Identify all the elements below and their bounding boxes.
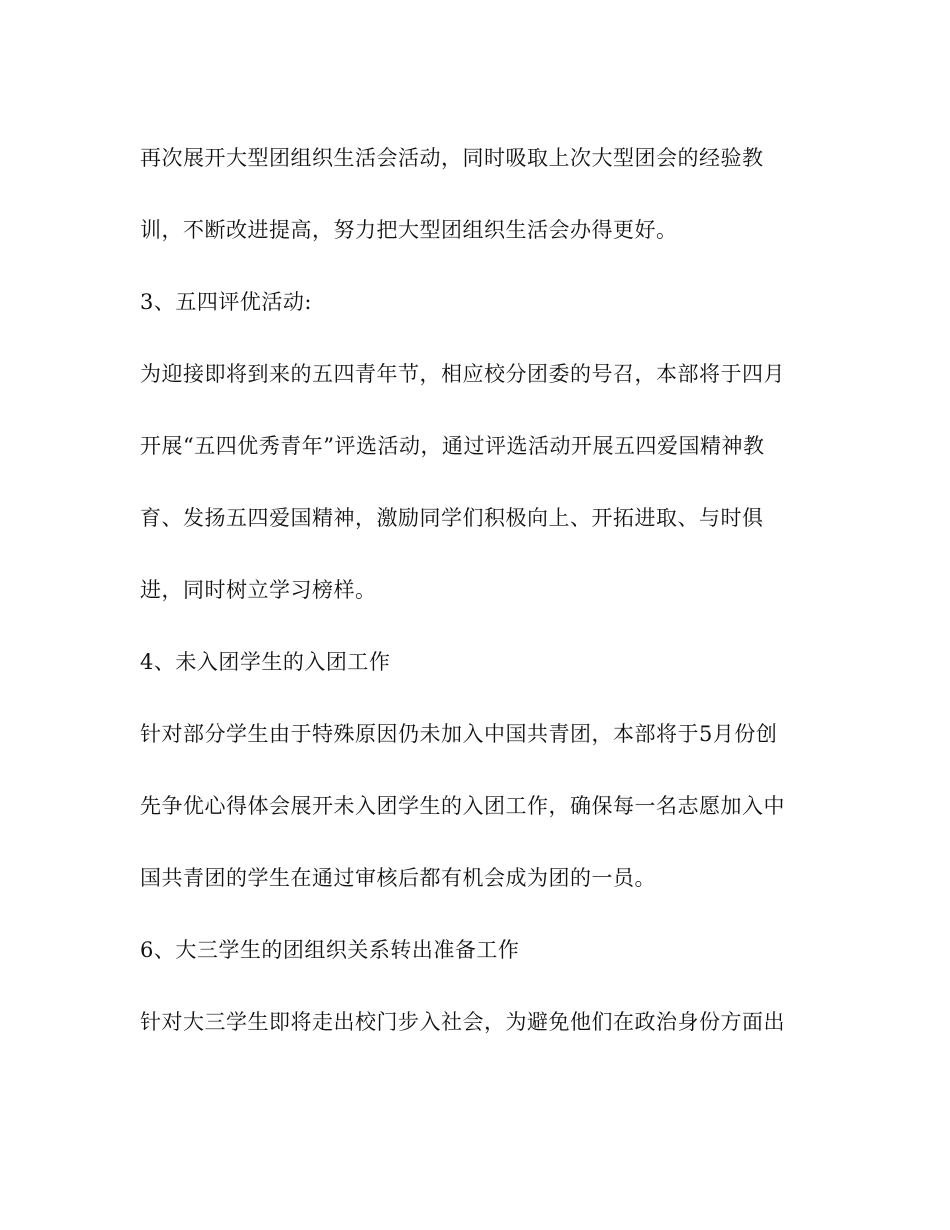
paragraph-line: 为迎接即将到来的五四青年节，相应校分团委的号召，本部将于四月: [140, 362, 785, 386]
paragraph-line: 开展“五四优秀青年”评选活动，通过评选活动开展五四爱国精神教: [140, 434, 765, 458]
paragraph-line: 针对大三学生即将走出校门步入社会，为避免他们在政治身份方面出: [140, 1010, 785, 1034]
paragraph-line: 训，不断改进提高，努力把大型团组织生活会办得更好。: [140, 218, 678, 242]
paragraph-line: 育、发扬五四爱国精神，激励同学们积极向上、开拓进取、与时俱: [140, 506, 764, 530]
section-heading: 6、大三学生的团组织关系转出准备工作: [140, 938, 520, 962]
section-heading: 4、未入团学生的入团工作: [140, 650, 391, 674]
paragraph-line: 进，同时树立学习榜样。: [140, 578, 377, 602]
section-heading: 3、五四评优活动:: [140, 290, 312, 314]
paragraph-line: 国共青团的学生在通过审核后都有机会成为团的一员。: [140, 866, 656, 890]
paragraph-line: 针对部分学生由于特殊原因仍未加入中国共青团，本部将于5月份创: [140, 722, 778, 746]
paragraph-line: 先争优心得体会展开未入团学生的入团工作，确保每一名志愿加入中: [140, 794, 785, 818]
paragraph-line: 再次展开大型团组织生活会活动，同时吸取上次大型团会的经验教: [140, 146, 764, 170]
